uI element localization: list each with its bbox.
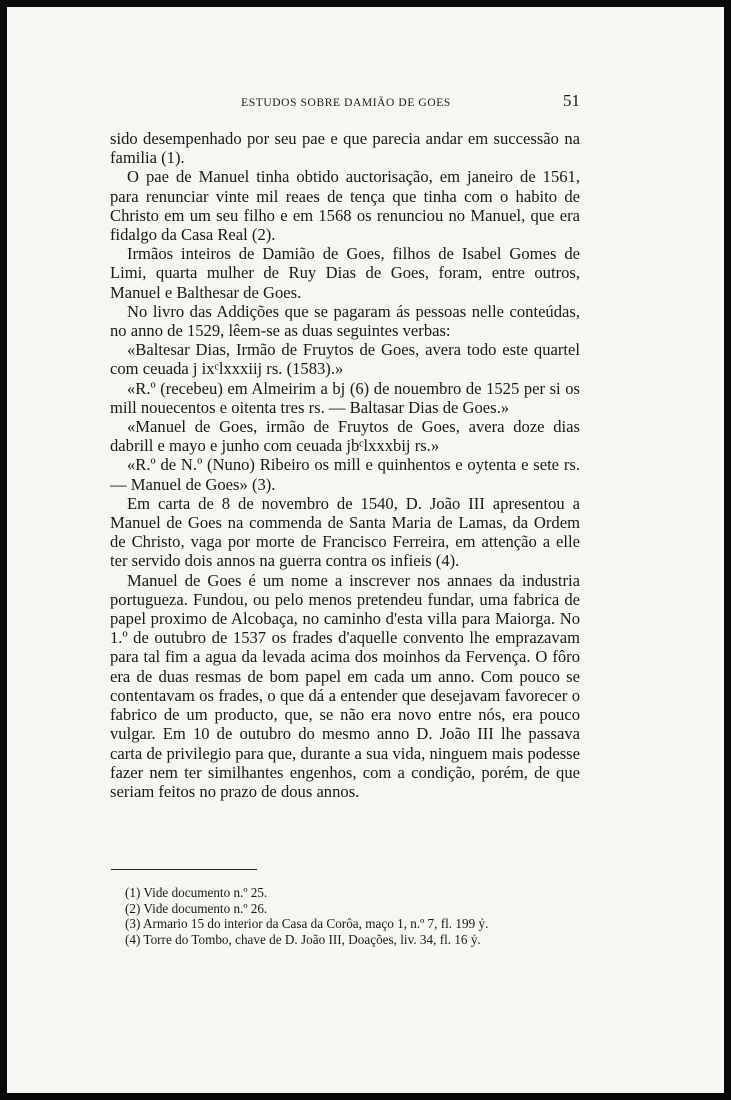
paragraph-1: sido desempenhado por seu pae e que parecia andar em successão na familia (1). [110,129,580,168]
paragraph-7: «Manuel de Goes, irmão de Fruytos de Goes, avera doze dias dabrill e mayo e junho com ceuada ϳbᶜlxxxbij rs.» [110,417,580,456]
main-text [110,129,580,801]
paragraph-10: Manuel de Goes é um nome a inscrever nos annaes da industria portugueza. Fundou, ou pelo menos pretendeu fundar, uma fabrica de papel proximo de Alcobaça, no caminho d'esta villa para Maiorga. No 1.º de outubro de 1537 os frades d'aquelle convento lhe emprazavam para tal fim a agua da levada acima dos moinhos da Fervença. O fôro era de duas resmas de bom papel em cada um anno. Com pouco se contentavam os frades, o que dá a entender que desejavam favorecer o fabrico de um producto, que, se não era novo entre nós, era pouco vulgar. Em 10 de outubro do mesmo anno D. João III lhe passava carta de privilegio para que, durante a sua vida, ninguem mais podesse fazer nem ter similhantes engenhos, com a condição, porém, de que seriam feitos no prazo de dous annos. [110,570,580,801]
footnote-1: (1) Vide documento n.º 25. [125,885,268,900]
footnote-divider [111,869,257,870]
paragraph-6: «R.º (recebeu) em Almeirim a bj (6) de nouembro de 1525 per si os mill nouecentos e oitenta tres rs. — Baltasar Dias de Goes.» [110,378,580,417]
page-number: 51 [563,91,580,110]
footnote-3: (3) Armario 15 do interior da Casa da Corôa, maço 1, n.º 7, fl. 199 ỷ. [125,916,489,931]
paragraph-3: Irmãos inteiros de Damião de Goes, filhos de Isabel Gomes de Limi, quarta mulher de Ruy Dias de Goes, foram, entre outros, Manuel e Balthesar de Goes. [110,244,580,302]
footnotes [125,885,587,947]
paragraph-2: O pae de Manuel tinha obtido auctorisação, em janeiro de 1561, para renunciar vinte mil reaes de tença que tinha com o habito de Christo em um seu filho e em 1568 os renunciou no Manuel, que era fidalgo da Casa Real (2). [110,167,580,245]
paragraph-8: «R.º de N.º (Nuno) Ribeiro os mill e quinhentos e oytenta e sete rs. — Manuel de Goes» (3). [110,455,580,494]
paragraph-4: No livro das Addições que se pagaram ás pessoas nelle conteúdas, no anno de 1529, lêem-se as duas seguintes verbas: [110,301,580,341]
paragraph-9: Em carta de 8 de novembro de 1540, D. João III apresentou a Manuel de Goes na commenda de Santa Maria de Lamas, da Ordem de Christo, vaga por morte de Francisco Ferreira, em attenção a elle ter servido dois annos na guerra contra os infieis (4). [110,493,580,571]
paragraph-5: «Baltesar Dias, Irmão de Fruytos de Goes, avera todo este quartel com ceuada ϳ ixᶜlxxxiij rs. (1583).» [110,340,580,379]
footnote-4: (4) Torre do Tombo, chave de D. João III, Doações, liv. 34, fl. 16 ỷ. [125,931,481,947]
footnote-2: (2) Vide documento n.º 26. [125,900,268,916]
running-head: ESTUDOS SOBRE DAMIÃO DE GOES [241,97,451,109]
